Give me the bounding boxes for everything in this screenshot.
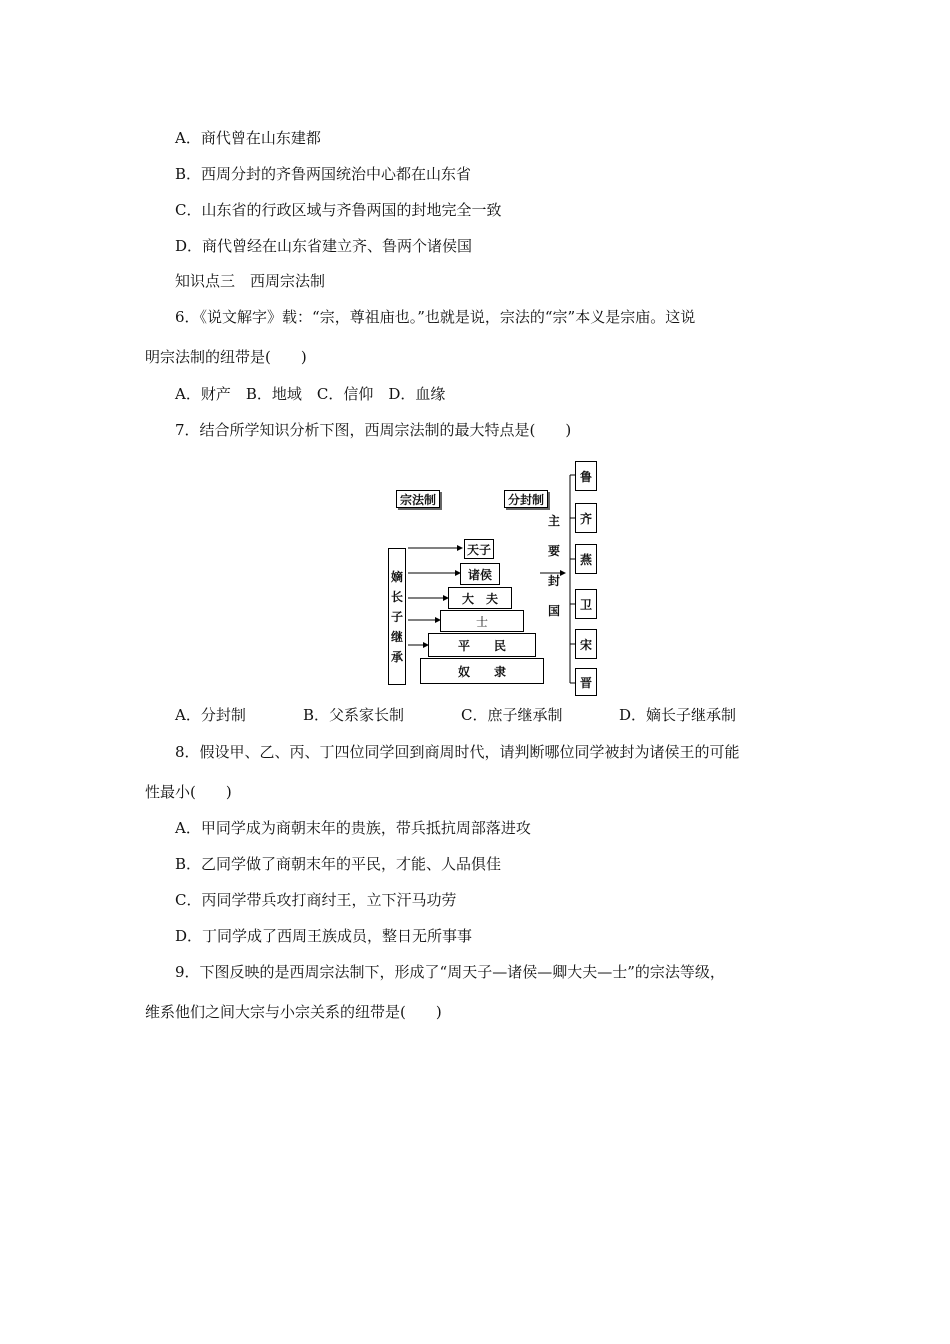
level-dafu: 大 夫	[448, 587, 512, 609]
q8-option-b: B．乙同学做了商朝末年的平民，才能、人品俱佳	[175, 855, 502, 873]
q8-line1: 8．假设甲、乙、丙、丁四位同学回到商周时代，请判断哪位同学被封为诸侯王的可能	[175, 743, 740, 761]
q5-option-c: C．山东省的行政区域与齐鲁两国的封地完全一致	[175, 201, 502, 219]
q8-option-d: D．丁同学成了西周王族成员，整日无所事事	[175, 927, 473, 945]
q8-option-a: A．甲同学成为商朝末年的贵族，带兵抵抗周部落进攻	[175, 819, 531, 837]
q7-line1: 7．结合所学知识分析下图，西周宗法制的最大特点是( )	[175, 421, 572, 439]
label-zongfa: 宗法制	[396, 490, 440, 508]
q9-line2: 维系他们之间大宗与小宗关系的纽带是( )	[145, 1003, 442, 1021]
level-pingmin: 平 民	[428, 633, 536, 657]
level-zhuhou: 诸侯	[460, 563, 500, 585]
state-lu: 鲁	[575, 461, 597, 491]
q5-option-b: B．西周分封的齐鲁两国统治中心都在山东省	[175, 165, 472, 183]
middle-char: 要	[548, 544, 561, 558]
q8-option-c: C．丙同学带兵攻打商纣王，立下汗马功劳	[175, 891, 457, 909]
q7-option-b: B．父系家长制	[303, 706, 405, 724]
state-song: 宋	[575, 629, 597, 659]
q7-options	[175, 705, 737, 725]
middle-char: 国	[548, 604, 561, 618]
state-yan: 燕	[575, 544, 597, 574]
side-char: 嫡	[390, 569, 403, 584]
q6-options: A．财产 B．地域 C．信仰 D．血缘	[175, 385, 446, 403]
q8-line2: 性最小( )	[145, 783, 232, 801]
state-qi: 齐	[575, 503, 597, 533]
q6-line1: 6．《说文解字》载：“宗，尊祖庙也。”也就是说，宗法的“宗”本义是宗庙。这说	[175, 308, 696, 326]
section-heading: 知识点三 西周宗法制	[175, 272, 326, 290]
side-label-box	[388, 548, 406, 685]
level-shi: 士	[440, 610, 524, 632]
side-char: 继	[390, 629, 403, 644]
zongfa-diagram	[380, 455, 620, 695]
q6-line2: 明宗法制的纽带是( )	[145, 348, 307, 366]
middle-char: 封	[548, 574, 561, 588]
q5-option-d: D．商代曾经在山东省建立齐、鲁两个诸侯国	[175, 237, 473, 255]
level-tianzi: 天子	[464, 539, 494, 559]
middle-label	[548, 512, 560, 620]
q7-option-d: D．嫡长子继承制	[619, 706, 737, 724]
q7-option-a: A．分封制	[175, 706, 246, 724]
q9-line1: 9．下图反映的是西周宗法制下，形成了“周天子—诸侯—卿大夫—士”的宗法等级，	[175, 963, 725, 981]
label-fenfeng: 分封制	[504, 490, 548, 508]
state-wei: 卫	[575, 589, 597, 619]
side-char: 子	[390, 609, 403, 624]
q7-option-c: C．庶子继承制	[461, 706, 563, 724]
side-char: 承	[390, 649, 403, 664]
middle-char: 主	[548, 514, 561, 528]
q5-option-a: A．商代曾在山东建都	[175, 129, 321, 147]
level-nuli: 奴 隶	[420, 658, 544, 684]
side-char: 长	[390, 589, 403, 604]
state-jin: 晋	[575, 668, 597, 696]
